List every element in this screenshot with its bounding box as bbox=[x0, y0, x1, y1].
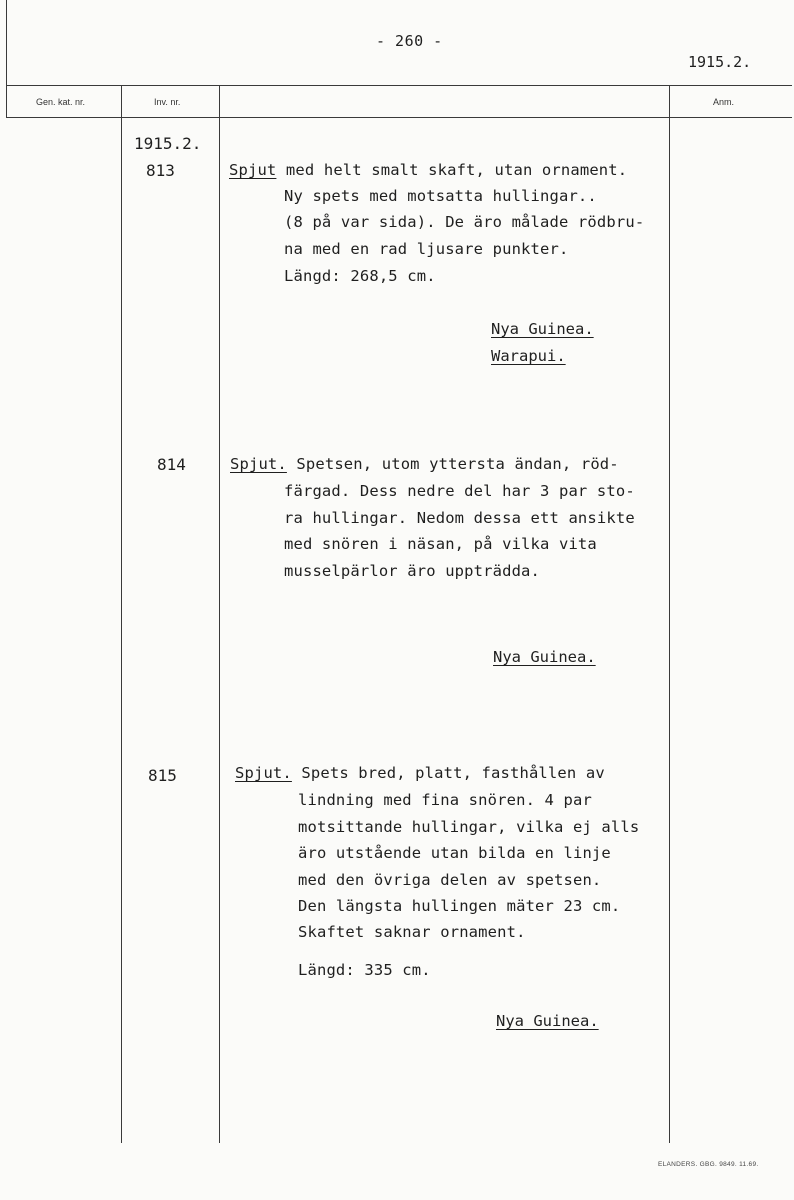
entry-text: Spetsen, utom yttersta ändan, röd- bbox=[286, 455, 619, 473]
entry-line: (8 på var sida). De äro målade rödbru- bbox=[284, 213, 645, 231]
entry-place: Nya Guinea. bbox=[491, 320, 594, 338]
printer-mark: ELANDERS. GBG. 9849. 11.69. bbox=[658, 1161, 759, 1168]
entry-line bbox=[229, 161, 627, 179]
col-head-inv-nr: Inv. nr. bbox=[154, 97, 181, 107]
entry-line: musselpärlor äro uppträdda. bbox=[284, 562, 541, 580]
entry-line: ra hullingar. Nedom dessa ett ansikte bbox=[284, 509, 635, 527]
col-divider-inv bbox=[121, 85, 122, 1143]
entry-place: Nya Guinea. bbox=[493, 648, 596, 666]
entry-text: med helt smalt skaft, utan ornament. bbox=[276, 161, 628, 179]
entry-term: Spjut. bbox=[235, 764, 292, 782]
entry-line: Längd: 335 cm. bbox=[298, 961, 431, 979]
entry-line: äro utstående utan bilda en linje bbox=[298, 844, 611, 862]
col-head-anm: Anm. bbox=[713, 97, 735, 107]
header-top-rule bbox=[6, 85, 792, 86]
entry-text: Spets bred, platt, fasthållen av bbox=[291, 764, 605, 782]
entry-line: motsittande hullingar, vilka ej alls bbox=[298, 818, 640, 836]
inv-number-815: 815 bbox=[148, 766, 177, 785]
entry-year: 1915.2. bbox=[134, 134, 202, 153]
col-head-gen-kat-nr: Gen. kat. nr. bbox=[36, 97, 86, 107]
entry-line: Ny spets med motsatta hullingar.. bbox=[284, 187, 597, 205]
entry-place-sub: Warapui. bbox=[491, 347, 566, 365]
entry-line: na med en rad ljusare punkter. bbox=[284, 240, 569, 258]
left-margin-rule bbox=[6, 0, 7, 118]
header-bottom-rule bbox=[6, 117, 792, 118]
entry-line: med den övriga delen av spetsen. bbox=[298, 871, 602, 889]
year-header: 1915.2. bbox=[688, 53, 752, 71]
inv-number-814: 814 bbox=[157, 455, 186, 474]
entry-line bbox=[230, 455, 619, 473]
inv-number-813: 813 bbox=[146, 161, 175, 180]
entry-line: Längd: 268,5 cm. bbox=[284, 267, 436, 285]
entry-place: Nya Guinea. bbox=[496, 1012, 599, 1030]
page-number: - 260 - bbox=[376, 32, 443, 50]
entry-term: Spjut. bbox=[230, 455, 287, 473]
col-divider-anm bbox=[669, 85, 670, 1143]
entry-line: färgad. Dess nedre del har 3 par sto- bbox=[284, 482, 635, 500]
col-divider-text bbox=[219, 85, 220, 1143]
entry-line bbox=[235, 764, 605, 782]
entry-term: Spjut bbox=[229, 161, 277, 179]
entry-line: Den längsta hullingen mäter 23 cm. bbox=[298, 897, 621, 915]
entry-line: lindning med fina snören. 4 par bbox=[298, 791, 592, 809]
entry-line: med snören i näsan, på vilka vita bbox=[284, 535, 597, 553]
entry-line: Skaftet saknar ornament. bbox=[298, 923, 526, 941]
